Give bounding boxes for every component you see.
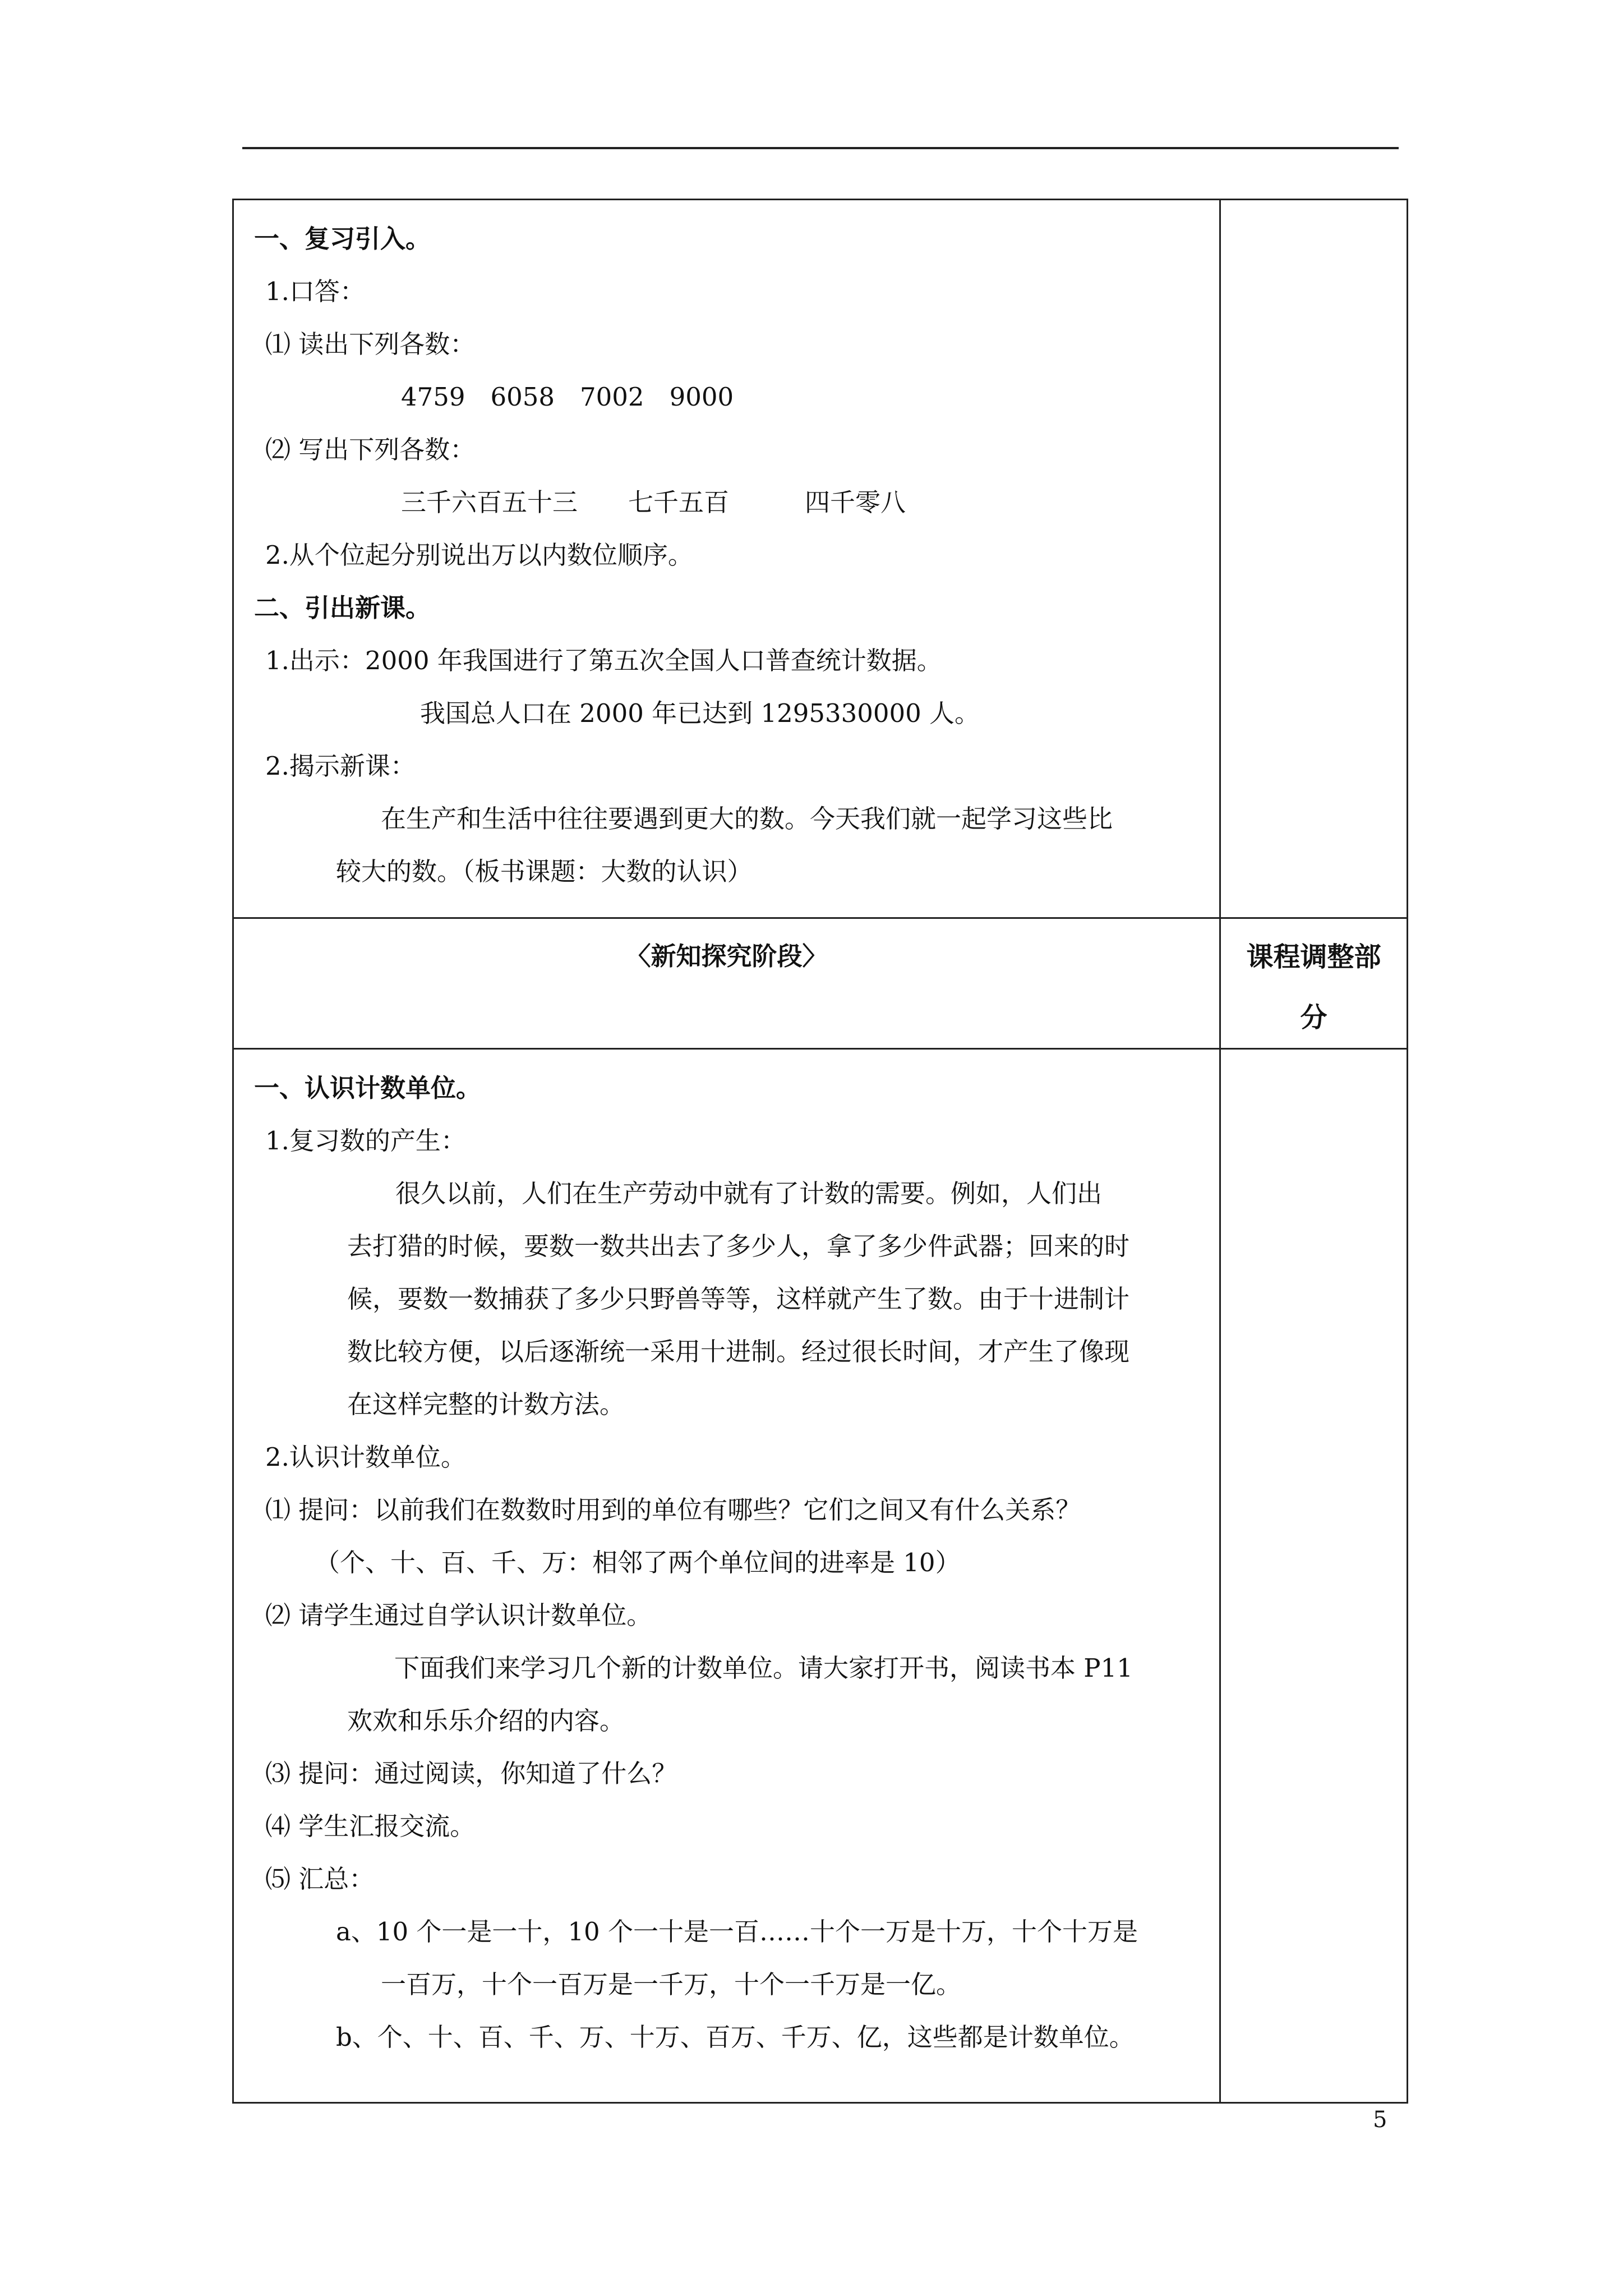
adjustment-header-line-1: 课程调整部: [1246, 941, 1381, 973]
population-statement: 我国总人口在 2000 年已达到 1295330000 人。: [420, 698, 980, 728]
summary-a-line-2: 一百万，十个一百万是一千万，十个一千万是一亿。: [381, 1970, 962, 1999]
origin-review-label: 1.复习数的产生：: [265, 1126, 466, 1156]
summary-a-line-1: a、10 个一是一十，10 个一十是一百……十个一万是十万，十个十万是: [336, 1917, 1138, 1947]
reading-instruction-line-2: 欢欢和乐乐介绍的内容。: [347, 1706, 625, 1736]
origin-paragraph-line-5: 在这样完整的计数方法。: [347, 1389, 625, 1419]
units-answer: （个、十、百、千、万：相邻了两个单位间的进率是 10）: [315, 1548, 961, 1577]
numbers-to-read: 4759 6058 7002 9000: [401, 382, 734, 412]
intro-paragraph-line-1: 在生产和生活中往往要遇到更大的数。今天我们就一起学习这些比: [381, 804, 1113, 834]
write-numbers-prompt: ⑵ 写出下列各数：: [265, 435, 476, 464]
origin-paragraph-line-2: 去打猎的时候，要数一数共出去了多少人，拿了多少件武器；回来的时: [347, 1231, 1130, 1261]
new-lesson-heading: 二、引出新课。: [254, 593, 431, 623]
origin-paragraph-line-1: 很久以前，人们在生产劳动中就有了计数的需要。例如，人们出: [395, 1179, 1103, 1208]
units-cell: [233, 1049, 1220, 2103]
stage-title-cell: [233, 918, 1220, 1049]
report-step: ⑷ 学生汇报交流。: [265, 1811, 476, 1841]
read-numbers-prompt: ⑴ 读出下列各数：: [265, 329, 476, 359]
units-heading: 一、认识计数单位。: [254, 1073, 482, 1103]
page-number: 5: [1373, 2107, 1387, 2133]
units-row: [233, 1049, 1408, 2103]
summary-b: b、个、十、百、千、万、十万、百万、千万、亿，这些都是计数单位。: [336, 2022, 1135, 2052]
adjustment-header-cell: [1220, 918, 1408, 1049]
reading-instruction-line-1: 下面我们来学习几个新的计数单位。请大家打开书，阅读书本 P11: [394, 1653, 1133, 1683]
stage-row: [233, 918, 1408, 1049]
question-learned: ⑶ 提问：通过阅读，你知道了什么？: [265, 1759, 677, 1788]
review-row: [233, 200, 1408, 918]
lesson-table: [232, 199, 1408, 2104]
summary-label: ⑸ 汇总：: [265, 1864, 375, 1894]
origin-paragraph-line-3: 候，要数一数捕获了多少只野兽等等，这样就产生了数。由于十进制计: [347, 1284, 1130, 1314]
review-heading: 一、复习引入。: [254, 224, 431, 254]
place-order-prompt: 2.从个位起分别说出万以内数位顺序。: [265, 540, 693, 570]
origin-paragraph-line-4: 数比较方便，以后逐渐统一采用十进制。经过很长时间，才产生了像现: [347, 1337, 1130, 1366]
reveal-lesson-label: 2.揭示新课：: [265, 751, 416, 781]
numbers-to-write: 三千六百五十三 七千五百 四千零八: [401, 487, 906, 517]
census-statement: 1.出示：2000 年我国进行了第五次全国人口普查统计数据。: [265, 646, 942, 675]
oral-answer-label: 1.口答：: [265, 277, 365, 306]
units-subheading: 2.认识计数单位。: [265, 1442, 466, 1472]
review-cell: [233, 200, 1220, 918]
self-study-step: ⑵ 请学生通过自学认识计数单位。: [265, 1600, 652, 1630]
question-units: ⑴ 提问：以前我们在数数时用到的单位有哪些？它们之间又有什么关系？: [265, 1495, 1081, 1525]
adjustment-cell-2: [1220, 1049, 1408, 2103]
adjustment-header-line-2: 分: [1300, 1002, 1327, 1033]
stage-title: 〈新知探究阶段〉: [625, 941, 828, 971]
header-rule: [242, 147, 1399, 149]
adjustment-cell-1: [1220, 200, 1408, 918]
intro-paragraph-line-2: 较大的数。（板书课题：大数的认识）: [336, 857, 753, 886]
